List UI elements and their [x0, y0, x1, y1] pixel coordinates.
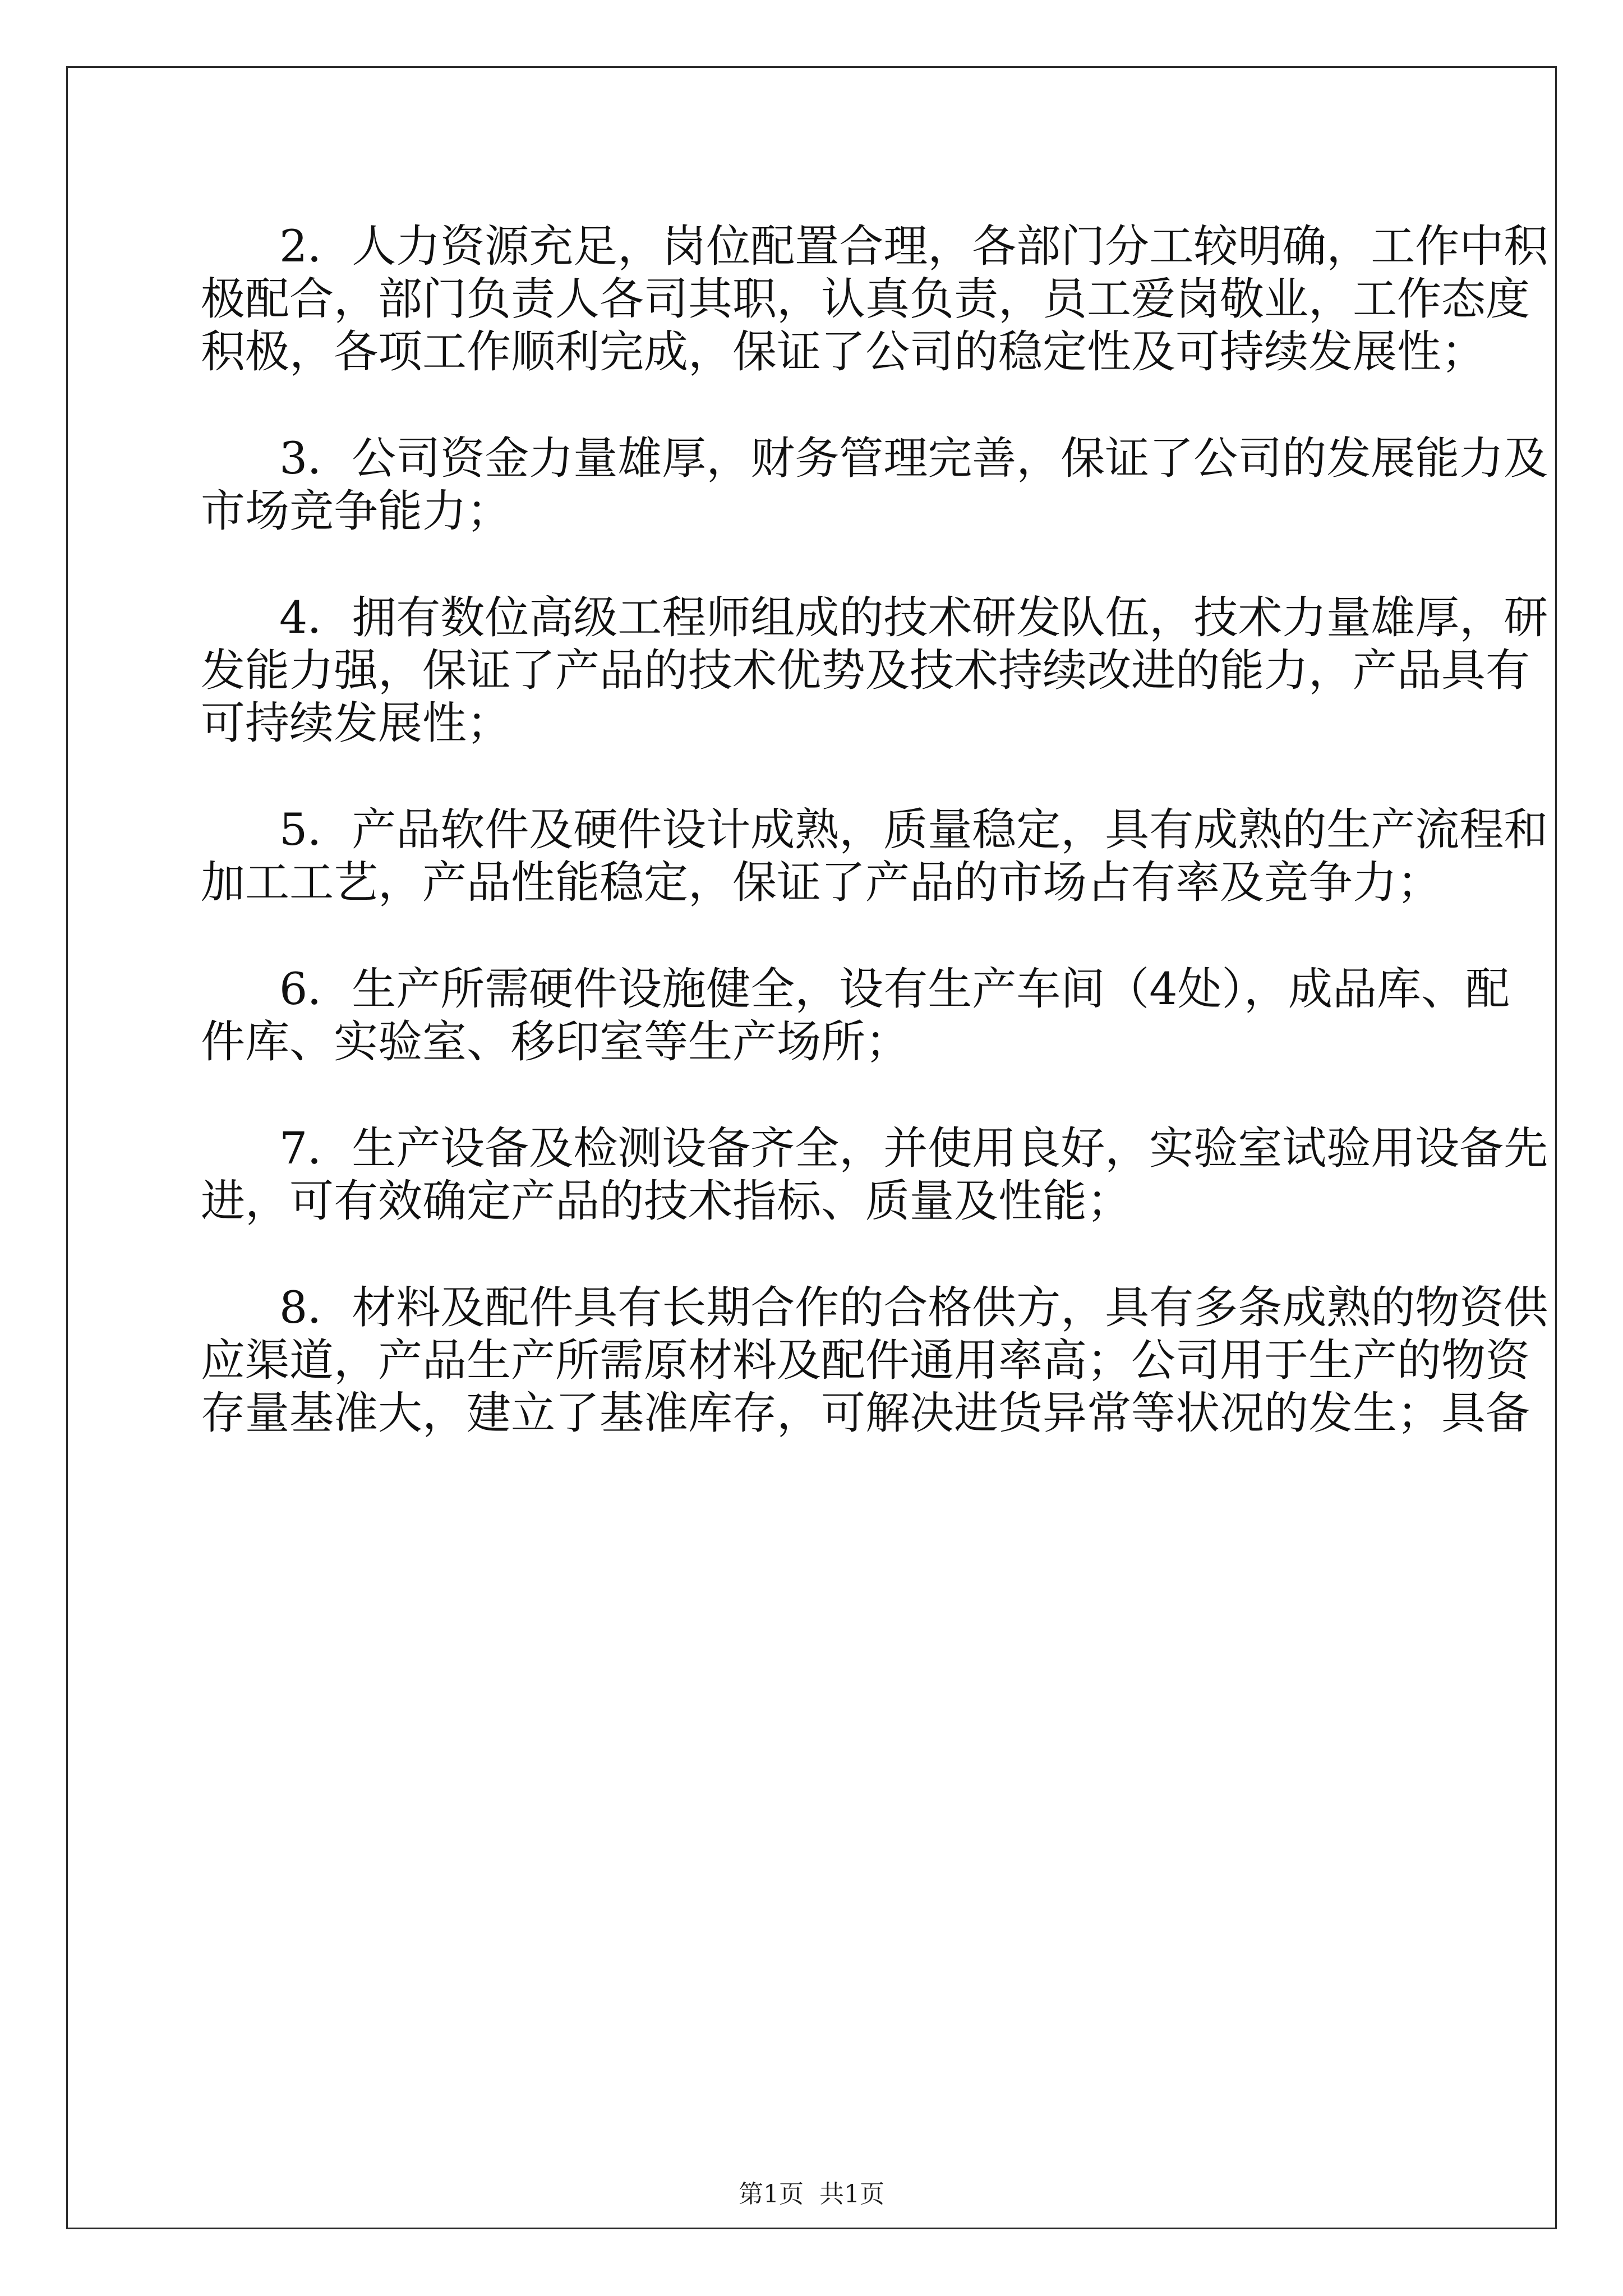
paragraph-line: 5．产品软件及硬件设计成熟，质量稳定，具有成熟的生产流程和: [279, 804, 1548, 855]
page-number: 第1页: [739, 2180, 804, 2208]
document-body: [201, 220, 1548, 1493]
paragraph-line: 可持续发展性；: [201, 697, 511, 749]
paragraph-line: 加工工艺，产品性能稳定，保证了产品的市场占有率及竞争力；: [201, 857, 1441, 908]
paragraph-line: 应渠道，产品生产所需原材料及配件通用率高；公司用于生产的物资: [201, 1335, 1530, 1386]
paragraph-line: 件库、实验室、移印室等生产场所；: [201, 1016, 910, 1068]
paragraph-line: 积极，各项工作顺利完成，保证了公司的稳定性及可持续发展性；: [201, 326, 1486, 378]
page-count: 共1页: [819, 2180, 884, 2208]
paragraph-line: 6．生产所需硬件设施健全，设有生产车间（4处），成品库、配: [279, 963, 1510, 1015]
paragraph-line: 2．人力资源充足，岗位配置合理，各部门分工较明确，工作中积: [279, 220, 1548, 272]
paragraph-line: 存量基准大，建立了基准库存，可解决进货异常等状况的发生；具备: [201, 1387, 1530, 1439]
paragraph-line: 市场竞争能力；: [201, 485, 511, 537]
paragraph-3: [201, 432, 1548, 537]
paragraph-line: 7．生产设备及检测设备齐全，并使用良好，实验室试验用设备先: [279, 1122, 1548, 1174]
page-footer: [0, 2180, 1623, 2208]
paragraph-2: [201, 220, 1548, 378]
paragraph-6: [201, 963, 1510, 1068]
paragraph-7: [201, 1122, 1548, 1227]
paragraph-line: 极配合，部门负责人各司其职，认真负责，员工爱岗敬业，工作态度: [201, 273, 1530, 325]
paragraph-line: 3．公司资金力量雄厚，财务管理完善，保证了公司的发展能力及: [279, 432, 1548, 484]
paragraph-line: 8．材料及配件具有长期合作的合格供方，具有多条成熟的物资供: [279, 1282, 1548, 1333]
paragraph-line: 进，可有效确定产品的技术指标、质量及性能；: [201, 1175, 1131, 1227]
paragraph-4: [201, 591, 1548, 749]
paragraph-5: [201, 803, 1548, 909]
paragraph-line: 4．拥有数位高级工程师组成的技术研发队伍，技术力量雄厚，研: [279, 592, 1548, 643]
paragraph-8: [201, 1281, 1548, 1439]
paragraph-line: 发能力强，保证了产品的技术优势及技术持续改进的能力，产品具有: [201, 645, 1530, 696]
